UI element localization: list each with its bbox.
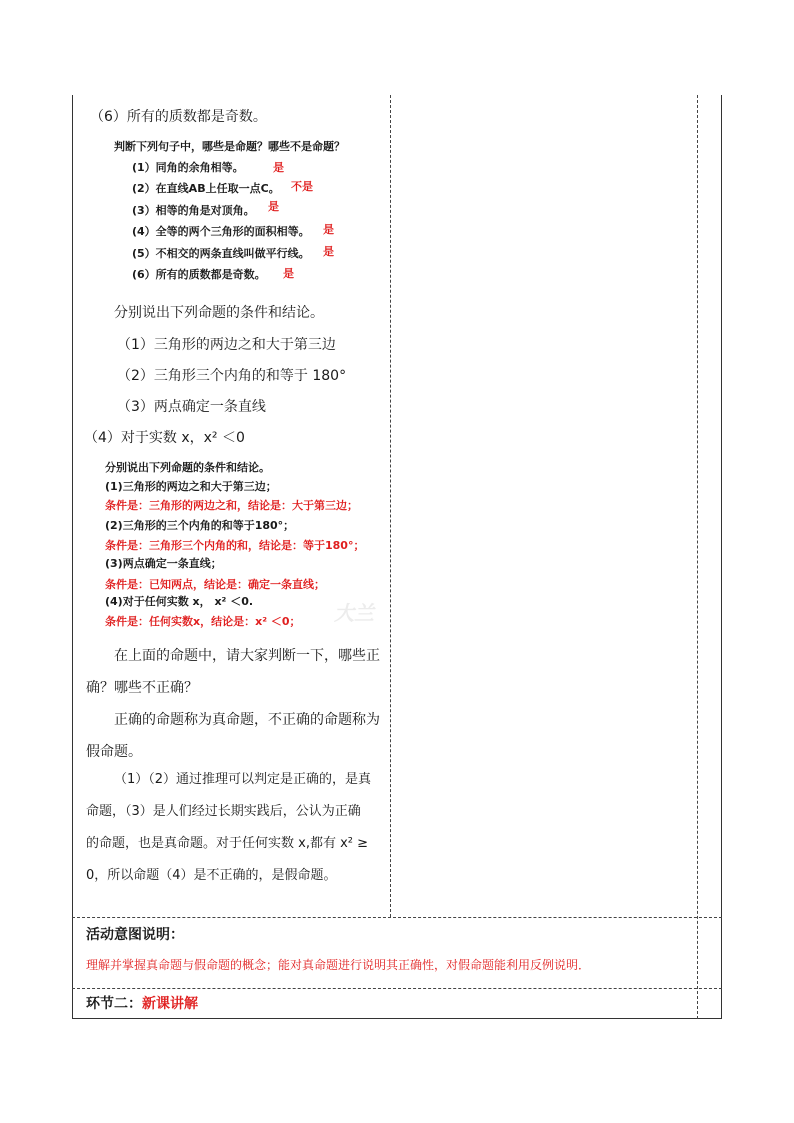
section-title: 新课讲解 (142, 996, 198, 1012)
paragraph-line: 在上面的命题中，请大家判断一下，哪些正 (114, 648, 380, 664)
judge-item: (1）同角的余角相等。 (132, 161, 244, 174)
task-item: （3）两点确定一条直线 (117, 399, 266, 415)
judge-image-title: 判断下列句子中，哪些是命题？哪些不是命题？ (114, 140, 345, 153)
condition-line: 条件是：已知两点，结论是：确定一条直线； (105, 578, 325, 591)
paragraph-line: 的命题，也是真命题。对于任何实数 x,都有 x² ≥ (86, 836, 369, 851)
paragraph-line: 0，所以命题（4）是不正确的，是假命题。 (86, 868, 337, 883)
task-intro: 分别说出下列命题的条件和结论。 (114, 305, 324, 321)
condition-line: (3)两点确定一条直线； (105, 557, 222, 570)
paragraph-judge (86, 640, 386, 704)
judge-answer: 不是 (291, 180, 313, 193)
column-divider (390, 95, 391, 917)
condition-line: (4)对于任何实数 x， x² ＜0. (105, 595, 254, 608)
judge-answer: 是 (268, 200, 279, 213)
section-heading (86, 993, 198, 1013)
activity-heading: 活动意图说明： (86, 927, 184, 943)
judge-item: (5）不相交的两条直线叫做平行线。 (132, 247, 310, 260)
judge-answer: 是 (283, 267, 294, 280)
task-item: （1）三角形的两边之和大于第三边 (117, 337, 336, 353)
paragraph-explanation (86, 764, 386, 892)
paragraph-line: 确？哪些不正确？ (86, 680, 198, 696)
task-item: （2）三角形三个内角的和等于 180° (117, 368, 347, 384)
top-item: （6）所有的质数都是奇数。 (90, 109, 267, 125)
condition-line: (2)三角形的三个内角的和等于180°； (105, 519, 295, 532)
paragraph-line: 正确的命题称为真命题，不正确的命题称为 (114, 712, 380, 728)
judge-item: (4）全等的两个三角形的面积相等。 (132, 225, 310, 238)
activity-text: 理解并掌握真命题与假命题的概念；能对真命题进行说明其正确性，对假命题能利用反例说明． (86, 958, 591, 972)
paragraph-definition (86, 704, 386, 768)
row-divider-activity (72, 917, 722, 918)
condition-line: 条件是：三角形的两边之和，结论是：大于第三边； (105, 499, 358, 512)
condition-image-title: 分别说出下列命题的条件和结论。 (105, 461, 270, 474)
judge-answer: 是 (323, 223, 334, 236)
condition-line: 条件是：三角形三个内角的和，结论是：等于180°； (105, 539, 365, 552)
right-margin-line (697, 95, 698, 1019)
judge-item: (6）所有的质数都是奇数。 (132, 268, 266, 281)
paragraph-line: 假命题。 (86, 744, 142, 760)
section-label: 环节二： (86, 996, 142, 1012)
paragraph-line: （1）（2）通过推理可以判定是正确的，是真 (114, 772, 372, 787)
judge-answer: 是 (273, 161, 284, 174)
judge-item: (3）相等的角是对顶角。 (132, 204, 255, 217)
judge-answer: 是 (323, 245, 334, 258)
judge-item: (2）在直线AB上任取一点C。 (132, 182, 280, 195)
paragraph-line: 命题，（3）是人们经过长期实践后，公认为正确 (86, 804, 361, 819)
row-divider-section (72, 988, 722, 989)
watermark: 大兰 (334, 601, 374, 625)
condition-line: (1)三角形的两边之和大于第三边； (105, 480, 277, 493)
condition-line: 条件是：任何实数x，结论是：x² ＜0； (105, 615, 301, 628)
task-item: （4）对于实数 x，x² ＜0 (84, 430, 245, 446)
